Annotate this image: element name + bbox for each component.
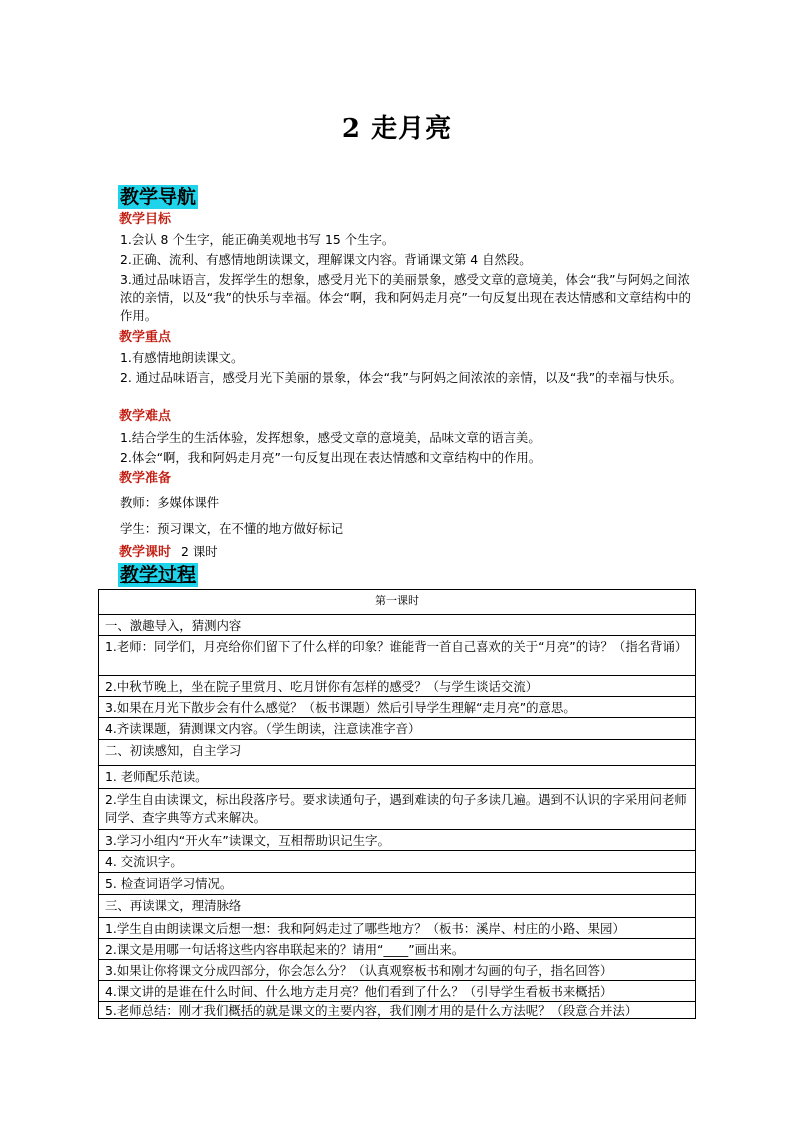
table-row: 4.课文讲的是谁在什么时间、什么地方走月亮？他们看到了什么？（引导学生看板书来概括） [99, 981, 695, 1002]
table-row: 4.齐读课题，猜测课文内容。（学生朗读，注意读准字音） [99, 718, 695, 740]
section-heading-guide: 教学导航 [120, 186, 197, 208]
table-row: 2.课文是用哪一句话将这些内容串联起来的？请用“____”画出来。 [99, 939, 695, 960]
key-point-item: 2. 通过品味语言，感受月光下美丽的景象，体会“我”与阿妈之间浓浓的亲情，以及“我”的幸福与快乐。 [120, 370, 682, 385]
table-row: 第一课时 [99, 590, 695, 615]
table-row: 5.老师总结：刚才我们概括的就是课文的主要内容，我们刚才用的是什么方法呢？（段意合并法） [105, 1003, 638, 1018]
table-row: 1. 老师配乐范读。 [99, 766, 695, 789]
table-row: 3.如果让你将课文分成四部分，你会怎么分？（认真观察板书和刚才勾画的句子，指名回答） [99, 960, 695, 981]
table-row: 5. 检查词语学习情况。 [99, 873, 695, 895]
table-row: 2.学生自由读课文，标出段落序号。要求读通句子，遇到难读的句子多读几遍。遇到不认识的字采用问老师同学、查字典等方式来解决。 [99, 789, 695, 830]
page-title: 2 走月亮 [341, 114, 453, 144]
table-row: 1.老师：同学们，月亮给你们留下了什么样的印象？谁能背一首自己喜欢的关于“月亮”的诗？（指名背诵） [99, 636, 695, 676]
table-row: 4. 交流识字。 [99, 851, 695, 873]
hours-row [119, 543, 218, 562]
table-row: 1.学生自由朗读课文后想一想：我和阿妈走过了哪些地方？（板书：溪岸、村庄的小路、果园） [99, 918, 695, 939]
objectives-heading: 教学目标 [119, 212, 172, 227]
difficulty-item: 2.体会“啊，我和阿妈走月亮”一句反复出现在表达情感和文章结构中的作用。 [120, 450, 542, 465]
objective-item: 2.正确、流利、有感情地朗读课文，理解课文内容。背诵课文第 4 自然段。 [120, 252, 532, 267]
preparation-teacher: 教师：多媒体课件 [120, 495, 220, 510]
objective-item: 3.通过品味语言，发挥学生的想象，感受月光下的美丽景象，感受文章的意境美，体会“我”与阿妈之间浓浓的亲情，以及“我”的快乐与幸福。体会“啊，我和阿妈走月亮”一句反复出现在表达情感和文章结构中的作用。 [120, 272, 691, 323]
table-row: 二、初读感知，自主学习 [99, 740, 695, 766]
preparation-heading: 教学准备 [119, 471, 172, 486]
table-row: 3.学习小组内“开火车”读课文，互相帮助识记生字。 [99, 830, 695, 851]
preparation-student: 学生：预习课文，在不懂的地方做好标记 [120, 521, 344, 536]
table-row: 2.中秋节晚上，坐在院子里赏月、吃月饼你有怎样的感受？（与学生谈话交流） [99, 676, 695, 697]
difficulties-heading: 教学难点 [119, 409, 172, 424]
hours-label: 教学课时 [119, 545, 172, 560]
table-row: 3.如果在月光下散步会有什么感觉？（板书课题）然后引导学生理解“走月亮”的意思。 [99, 697, 695, 718]
key-points-heading: 教学重点 [119, 330, 172, 345]
hours-value: 2 课时 [181, 544, 218, 559]
section-heading-process: 教学过程 [120, 564, 197, 586]
objective-item: 1.会认 8 个生字，能正确美观地书写 15 个生字。 [120, 232, 395, 247]
key-point-item: 1.有感情地朗读课文。 [120, 350, 244, 365]
table-row: 一、激趣导入，猜测内容 [99, 615, 695, 636]
difficulty-item: 1.结合学生的生活体验，发挥想象，感受文章的意境美，品味文章的语言美。 [120, 430, 541, 445]
process-table [98, 589, 696, 1019]
table-row: 三、再读课文，理清脉络 [99, 895, 695, 918]
